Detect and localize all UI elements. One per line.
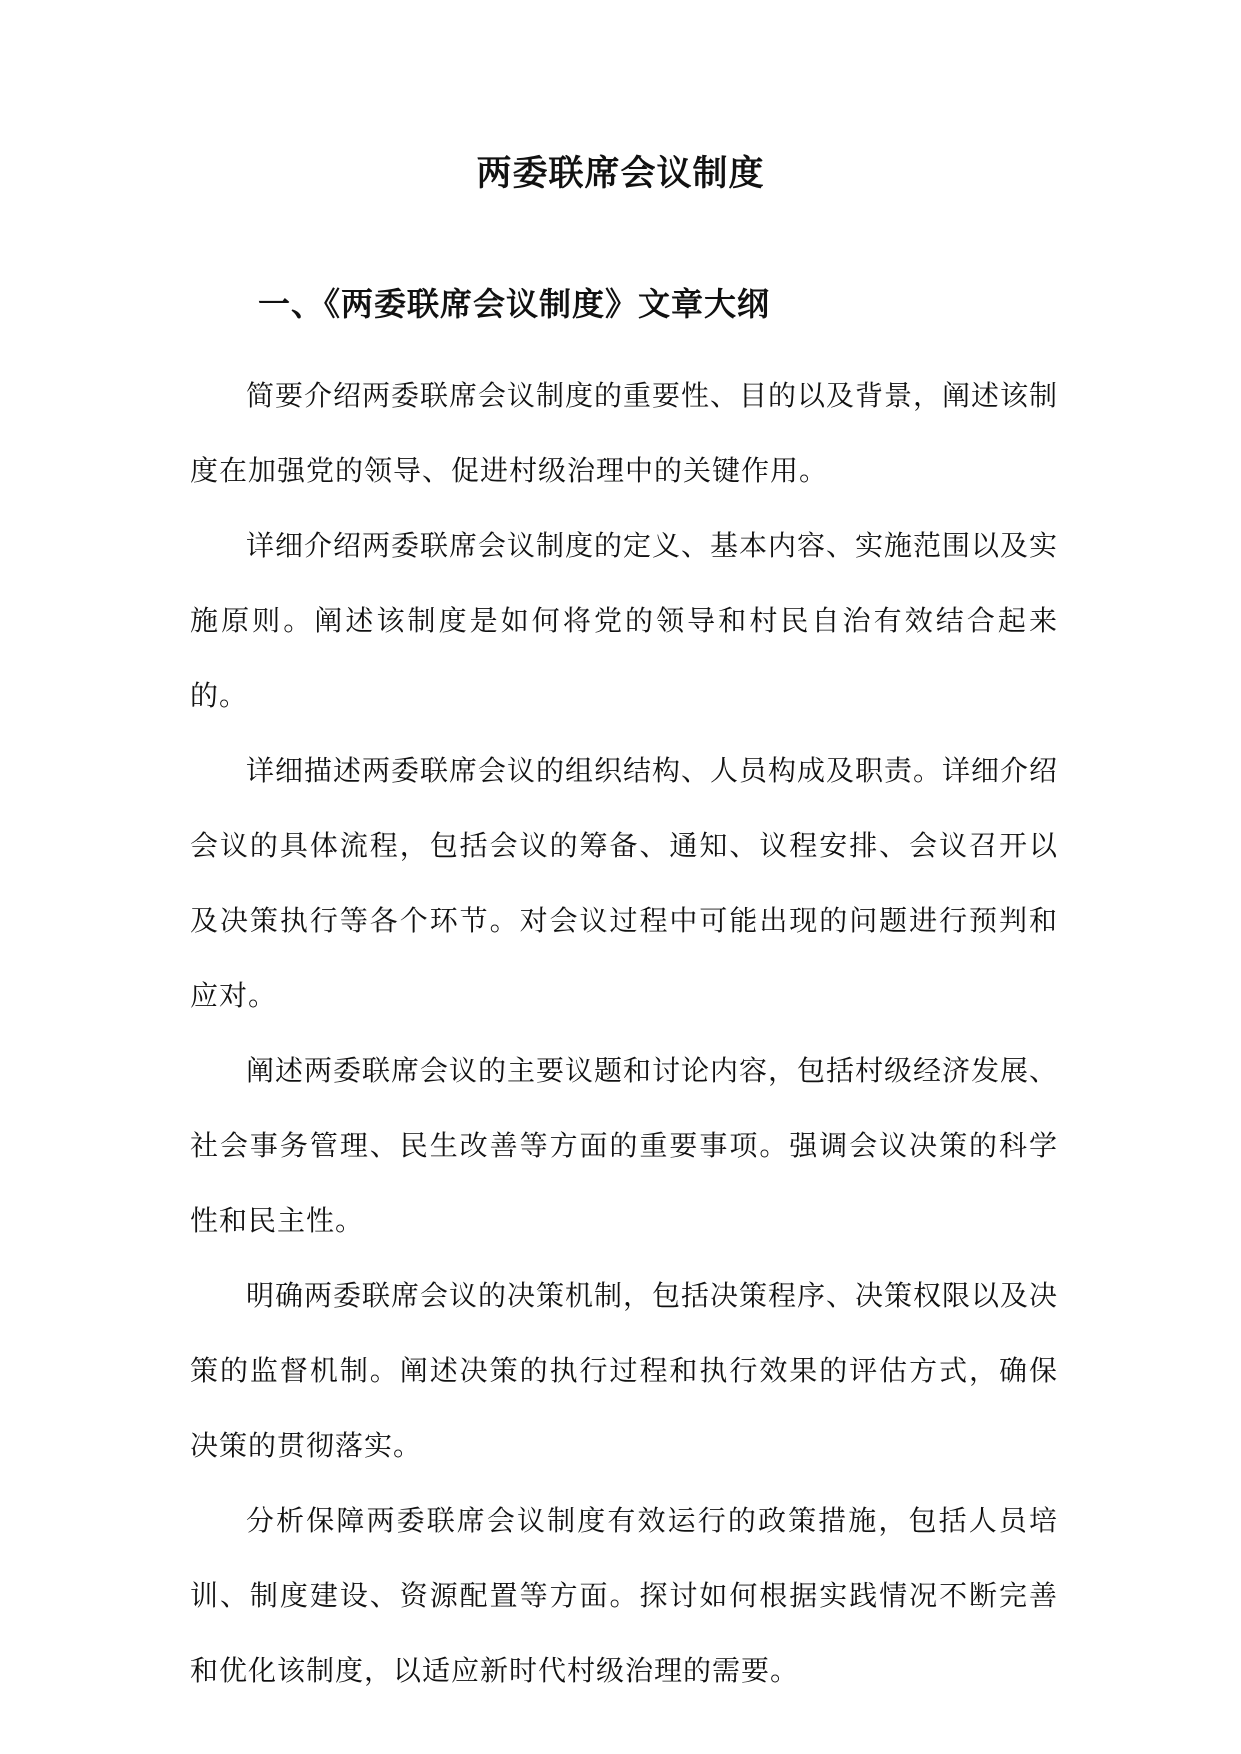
paragraph: 分析保障两委联席会议制度有效运行的政策措施，包括人员培训、制度建设、资源配置等方面。探讨如何根据实践情况不断完善和优化该制度，以适应新时代村级治理的需要。: [190, 1504, 1058, 1687]
paragraph: 详细描述两委联席会议的组织结构、人员构成及职责。详细介绍会议的具体流程，包括会议的筹备、通知、议程安排、会议召开以及决策执行等各个环节。对会议过程中可能出现的问题进行预判和应对。: [190, 754, 1059, 1012]
paragraph: 阐述两委联席会议的主要议题和讨论内容，包括村级经济发展、社会事务管理、民生改善等方面的重要事项。强调会议决策的科学性和民主性。: [190, 1054, 1059, 1237]
section-heading: 一、《两委联席会议制度》文章大纲: [258, 285, 771, 323]
document-title: 两委联席会议制度: [476, 153, 765, 194]
document-body: [190, 358, 1058, 1708]
paragraph: 明确两委联席会议的决策机制，包括决策程序、决策权限以及决策的监督机制。阐述决策的执行过程和执行效果的评估方式，确保决策的贯彻落实。: [190, 1279, 1059, 1462]
paragraph: 简要介绍两委联席会议制度的重要性、目的以及背景，阐述该制度在加强党的领导、促进村级治理中的关键作用。: [190, 379, 1059, 487]
paragraph: 详细介绍两委联席会议制度的定义、基本内容、实施范围以及实施原则。阐述该制度是如何将党的领导和村民自治有效结合起来的。: [190, 529, 1059, 712]
